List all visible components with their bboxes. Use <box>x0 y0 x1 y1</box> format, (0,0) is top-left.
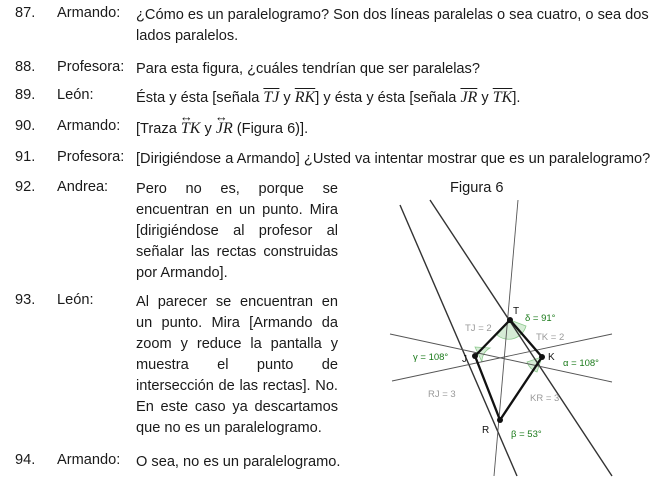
figure-title: Figura 6 <box>450 180 504 196</box>
utterance: Ésta y ésta [señala $\overline{TJ}$ y $\overline{RK}$] y ésta y ésta [señala $\overline{JR}$ y $\overline{TK}$]. <box>136 89 521 106</box>
point-r <box>497 417 503 423</box>
label-rj: RJ = 3 <box>428 389 456 400</box>
line-jr <box>400 205 520 476</box>
label-tk: TK = 2 <box>536 332 565 343</box>
utterance: O sea, no es un paralelogramo. <box>136 454 341 470</box>
segment-jr: $\overline{JR}$ <box>460 89 478 106</box>
line-number: 92. <box>15 179 36 195</box>
utterance: Pero no es, porque se encuentran en un punto. Mira [dirigiéndose al profesor al señalar las rectas construidas por Armando]. <box>136 181 338 281</box>
utterance: [Traza ↔ TK y ↔ JR (Figura 6)]. <box>136 118 661 140</box>
label-t: T <box>513 306 520 317</box>
utterance: Para esta figura, ¿cuáles tendrían que ser paralelas? <box>136 61 480 77</box>
speaker: Armando: <box>57 118 121 134</box>
segment-tj: $\overline{TJ}$ <box>263 89 280 106</box>
line-jr: ↔ JR <box>216 118 233 139</box>
segment-rk: $\overline{RK}$ <box>294 89 316 106</box>
label-angle-delta: δ = 91° <box>525 313 556 324</box>
line-number: 87. <box>15 5 36 21</box>
point-j <box>472 353 478 359</box>
label-angle-gamma: γ = 108° <box>413 352 449 363</box>
utterance: Al parecer se encuentran en un punto. Mira [Armando da zoom y reduce la pantalla y muestra el punto de intersección de las rectas]. No. En este caso ya descartamos que no es un paralelogramo. <box>136 294 338 436</box>
speaker: León: <box>57 87 94 103</box>
label-angle-beta: β = 53° <box>511 429 542 440</box>
geometry-figure <box>388 177 650 477</box>
label-tj: TJ = 2 <box>465 323 492 334</box>
speaker: Andrea: <box>57 179 109 195</box>
line-number: 94. <box>15 452 36 468</box>
speaker: León: <box>57 292 94 308</box>
label-kr: KR = 3 <box>530 393 560 404</box>
point-k <box>539 354 545 360</box>
line-number: 90. <box>15 118 36 134</box>
label-r: R <box>482 425 490 436</box>
line-number: 88. <box>15 59 36 75</box>
label-angle-alpha: α = 108° <box>563 358 599 369</box>
line-number: 91. <box>15 149 36 165</box>
speaker: Armando: <box>57 5 121 21</box>
speaker: Profesora: <box>57 149 125 165</box>
label-k: K <box>548 352 555 363</box>
utterance: [Dirigiéndose a Armando] ¿Usted va intentar mostrar que es un paralelogramo? <box>136 151 651 167</box>
speaker: Profesora: <box>57 59 125 75</box>
label-j: J <box>462 354 467 365</box>
segment-tk: $\overline{TK}$ <box>492 89 513 106</box>
utterance: ¿Cómo es un paralelogramo? Son dos líneas paralelas o sea cuatro, o sea dos lados paralelos. <box>136 7 649 44</box>
point-t <box>507 317 513 323</box>
line-number: 93. <box>15 292 36 308</box>
speaker: Armando: <box>57 452 121 468</box>
line-number: 89. <box>15 87 36 103</box>
line-tk: ↔ TK <box>181 118 201 139</box>
